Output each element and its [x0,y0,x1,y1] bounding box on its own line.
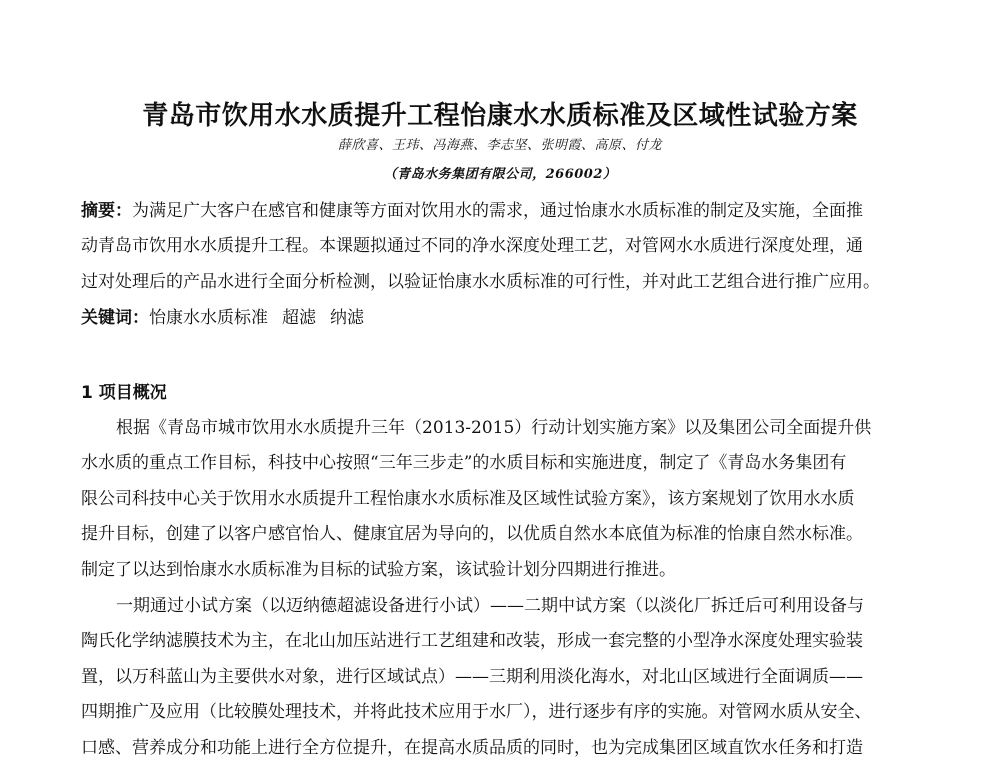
paragraph-line: 口感、营养成分和功能上进行全方位提升，在提高水质品质的同时，也为完成集团区域直饮水任务和打造 [81,738,863,758]
abstract-label: 摘要： [81,201,132,221]
paragraph-line: 水水质的重点工作目标，科技中心按照“三年三步走”的水质目标和实施进度，制定了《青岛水务集团有 [81,453,847,473]
paragraph-line: 根据《青岛市城市饮用水水质提升三年（2013-2015）行动计划实施方案》以及集团公司全面提升供 [116,418,872,438]
affiliation: （青岛水务集团有限公司，266002） [383,167,617,182]
keywords-line [81,306,364,330]
abstract-line: 动青岛市饮用水水质提升工程。本课题拟通过不同的净水深度处理工艺，对管网水水质进行深度处理，通 [81,236,863,256]
abstract-text: 为满足广大客户在感官和健康等方面对饮用水的需求，通过怡康水水质标准的制定及实施，全面推 [132,201,863,221]
paragraph-line: 四期推广及应用（比较膜处理技术，并将此技术应用于水厂），进行逐步有序的实施。对管网水质从安全、 [81,702,872,722]
author-list: 薛欣喜、王玮、冯海燕、李志坚、张明霞、高原、付龙 [337,138,662,153]
paragraph-line: 陶氏化学纳滤膜技术为主，在北山加压站进行工艺组建和改装，形成一套完整的小型净水深度处理实验装 [81,631,863,651]
paragraph-line: 制定了以达到怡康水水质标准为目标的试验方案，该试验计划分四期进行推进。 [81,560,676,580]
keywords-label: 关键词： [81,308,149,328]
abstract-line [81,199,863,223]
keyword: 怡康水水质标准 [149,308,268,328]
keyword: 超滤 [282,308,316,328]
keyword: 纳滤 [330,308,364,328]
paragraph-line: 一期通过小试方案（以迈纳德超滤设备进行小试）——二期中试方案（以淡化厂拆迁后可利用设备与 [116,596,864,616]
paragraph-line: 提升目标，创建了以客户感官怡人、健康宜居为导向的，以优质自然水本底值为标准的怡康自然水标准。 [81,524,863,544]
section-heading: 1 项目概况 [81,383,167,403]
paper-title: 青岛市饮用水水质提升工程怡康水水质标准及区域性试验方案 [142,101,858,131]
paragraph-line: 限公司科技中心关于饮用水水质提升工程怡康水水质标准及区域性试验方案》，该方案规划了饮用水水质 [81,489,855,509]
paragraph-line: 置，以万科蓝山为主要供水对象，进行区域试点）——三期利用淡化海水，对北山区域进行全面调质—— [81,667,863,687]
abstract-line: 过对处理后的产品水进行全面分析检测，以验证怡康水水质标准的可行性，并对此工艺组合进行推广应用。 [81,272,880,292]
